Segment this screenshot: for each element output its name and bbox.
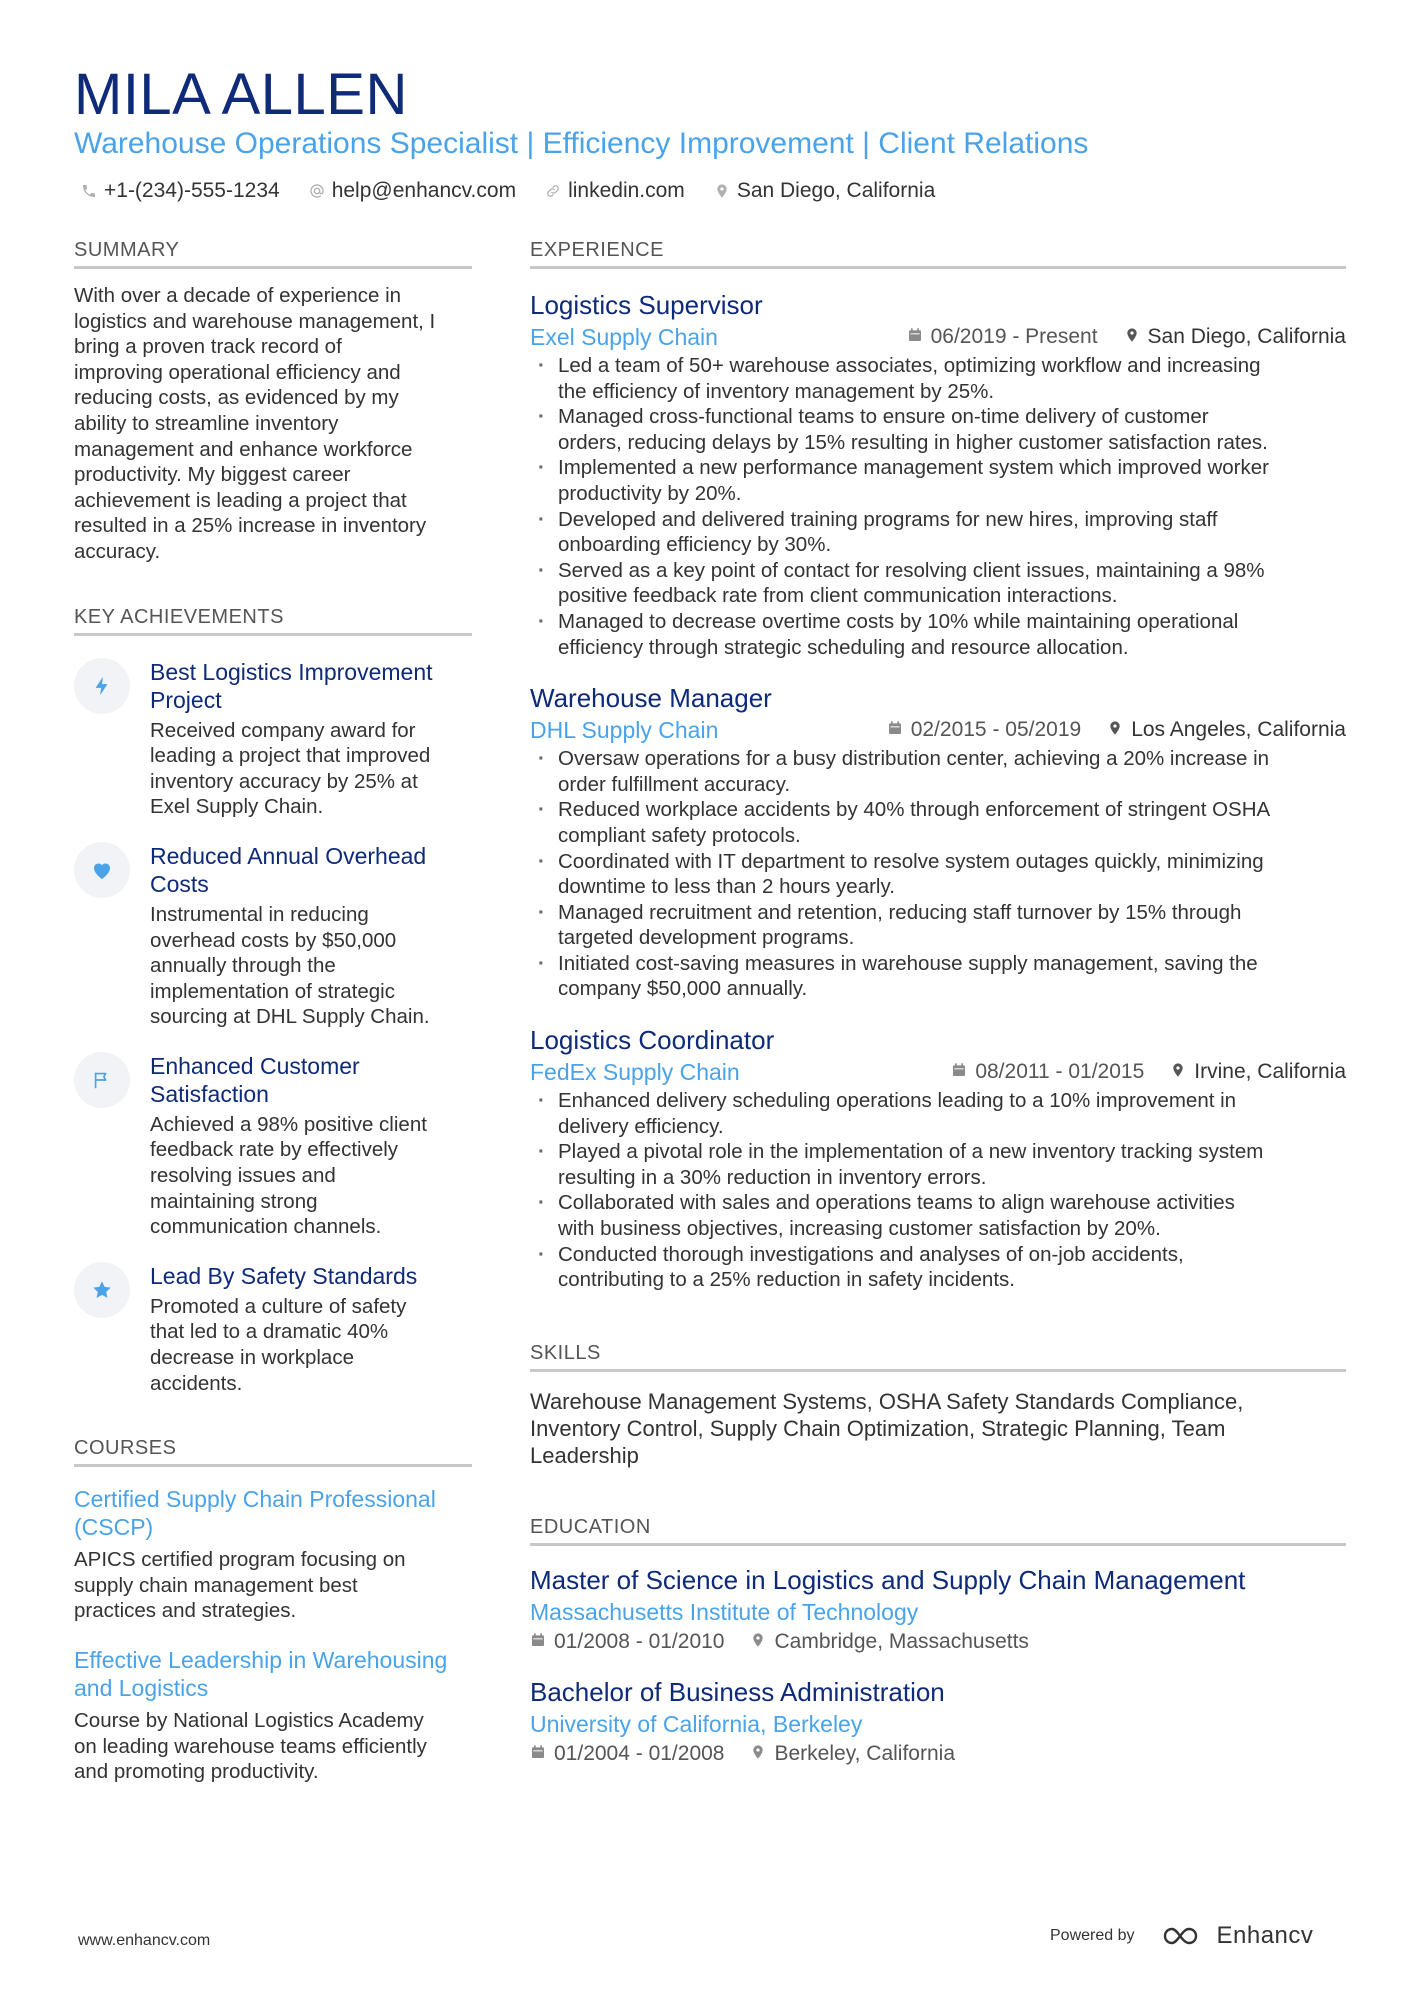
contact-phone[interactable] bbox=[80, 178, 280, 204]
courses-heading: COURSES bbox=[74, 1436, 472, 1467]
education-school: University of California, Berkeley bbox=[530, 1710, 863, 1737]
summary-line: productivity. My biggest career bbox=[74, 463, 351, 487]
enhancv-logo[interactable] bbox=[1161, 1922, 1314, 1950]
education-degree: Master of Science in Logistics and Supply Chain Management bbox=[530, 1564, 1246, 1595]
phone-icon bbox=[80, 182, 98, 200]
bullet-item: · Coordinated with IT department to resolve system outages quickly, minimizing downtime to less than 2 hours yearly. bbox=[530, 849, 1346, 900]
job-dates-text: 06/2019 - Present bbox=[930, 325, 1098, 348]
achievement-title-line: Costs bbox=[150, 870, 209, 897]
job-bullets bbox=[530, 353, 1346, 660]
achievement-description bbox=[150, 1112, 472, 1240]
achievement-desc-line: inventory accuracy by 25% at bbox=[150, 769, 418, 793]
flag-icon bbox=[74, 1052, 130, 1108]
link-icon bbox=[544, 182, 562, 200]
skills-list bbox=[530, 1388, 1346, 1469]
summary-line: accuracy. bbox=[74, 539, 161, 563]
achievement-title bbox=[150, 658, 472, 714]
bullet-item: · Served as a key point of contact for resolving client issues, maintaining a 98% positive feedback rate from client communication interactions. bbox=[530, 558, 1346, 609]
powered-by-text: Powered by bbox=[1050, 1927, 1135, 1944]
course-description bbox=[74, 1708, 472, 1785]
job-company: DHL Supply Chain bbox=[530, 717, 719, 744]
contact-bar bbox=[80, 178, 935, 204]
linkedin-text: linkedin.com bbox=[568, 179, 685, 202]
job-company: Exel Supply Chain bbox=[530, 324, 718, 350]
bullet-item: · Collaborated with sales and operations teams to align warehouse activities with business objectives, increasing customer satisfaction by 20%. bbox=[530, 1190, 1346, 1241]
achievement-desc-line: Promoted a culture of safety bbox=[150, 1294, 407, 1318]
summary-line: ability to streamline inventory bbox=[74, 411, 339, 435]
course-item bbox=[74, 1485, 472, 1624]
achievement-item bbox=[74, 842, 472, 1030]
bullet-item: · Enhanced delivery scheduling operations leading to a 10% improvement in delivery efficiency. bbox=[530, 1088, 1346, 1139]
achievement-desc-line: feedback rate by effectively bbox=[150, 1138, 399, 1162]
contact-linkedin[interactable] bbox=[544, 178, 685, 204]
achievement-desc-line: annually through the bbox=[150, 954, 336, 978]
education-location bbox=[750, 1630, 1028, 1654]
education-dates-text: 01/2004 - 01/2008 bbox=[554, 1741, 725, 1765]
achievements-section bbox=[74, 605, 472, 1397]
education-item bbox=[530, 1676, 1346, 1766]
achievement-desc-line: overhead costs by $50,000 bbox=[150, 928, 397, 952]
course-item bbox=[74, 1646, 472, 1785]
job-title: Warehouse Manager bbox=[530, 683, 772, 714]
contact-location bbox=[713, 178, 935, 204]
infinity-logo-icon bbox=[1161, 1924, 1207, 1948]
job-dates bbox=[951, 1060, 1144, 1084]
job-location bbox=[1170, 1060, 1346, 1084]
education-location-text: Berkeley, California bbox=[774, 1741, 956, 1765]
course-title-line: Certified Supply Chain Professional bbox=[74, 1486, 436, 1513]
footer-website[interactable]: www.enhancv.com bbox=[78, 1932, 211, 1949]
achievement-desc-line: Received company award for bbox=[150, 718, 416, 742]
job-bullets bbox=[530, 1088, 1346, 1293]
education-school: Massachusetts Institute of Technology bbox=[530, 1598, 919, 1625]
job-bullets bbox=[530, 746, 1346, 1002]
map-pin-icon bbox=[1170, 1060, 1186, 1084]
achievement-desc-line: Achieved a 98% positive client bbox=[150, 1112, 427, 1136]
left-column bbox=[74, 238, 472, 1785]
achievement-description bbox=[150, 1294, 472, 1396]
achievement-desc-line: resolving issues and bbox=[150, 1164, 336, 1188]
achievement-desc-line: Instrumental in reducing bbox=[150, 902, 369, 926]
at-icon bbox=[308, 182, 326, 200]
summary-line: resulted in a 25% increase in inventory bbox=[74, 514, 427, 538]
summary-line: management and enhance workforce bbox=[74, 437, 413, 461]
achievement-desc-line: sourcing at DHL Supply Chain. bbox=[150, 1005, 430, 1029]
job-location bbox=[1107, 718, 1346, 742]
footer-branding bbox=[1050, 1922, 1313, 1950]
job-dates-text: 02/2015 - 05/2019 bbox=[910, 718, 1082, 742]
candidate-headline: Warehouse Operations Specialist | Efficiency Improvement | Client Relations bbox=[74, 127, 1089, 160]
skills-line: Inventory Control, Supply Chain Optimization, Strategic Planning, Team bbox=[530, 1415, 1226, 1441]
bullet-item: · Initiated cost-saving measures in warehouse supply management, saving the company $50,000 annually. bbox=[530, 951, 1346, 1002]
calendar-icon bbox=[530, 1742, 546, 1766]
heart-icon bbox=[74, 842, 130, 898]
phone-text: +1-(234)-555-1234 bbox=[104, 179, 280, 202]
education-heading: EDUCATION bbox=[530, 1515, 1346, 1546]
job-title: Logistics Coordinator bbox=[530, 1025, 775, 1056]
achievements-heading: KEY ACHIEVEMENTS bbox=[74, 605, 472, 636]
achievement-item bbox=[74, 1262, 472, 1396]
summary-line: bring a proven track record of bbox=[74, 335, 342, 359]
education-section bbox=[530, 1515, 1346, 1766]
achievement-description bbox=[150, 902, 472, 1030]
achievement-title bbox=[150, 1262, 472, 1290]
bullet-item: · Developed and delivered training programs for new hires, improving staff onboarding efficiency by 30%. bbox=[530, 507, 1346, 558]
achievement-desc-line: Exel Supply Chain. bbox=[150, 795, 324, 819]
achievement-desc-line: maintaining strong bbox=[150, 1189, 318, 1213]
job-dates bbox=[907, 325, 1098, 349]
education-item bbox=[530, 1564, 1346, 1654]
course-desc-line: APICS certified program focusing on bbox=[74, 1548, 406, 1572]
course-title-line: Effective Leadership in Warehousing bbox=[74, 1647, 448, 1673]
summary-line: reducing costs, as evidenced by my bbox=[74, 386, 399, 410]
calendar-icon bbox=[907, 325, 923, 349]
education-dates bbox=[530, 1630, 724, 1654]
summary-line: logistics and warehouse management, I bbox=[74, 309, 436, 333]
brand-name: Enhancv bbox=[1216, 1922, 1314, 1949]
bullet-item: · Managed recruitment and retention, reducing staff turnover by 15% through targeted development programs. bbox=[530, 900, 1346, 951]
job-location bbox=[1124, 325, 1346, 349]
map-pin-icon bbox=[1107, 718, 1123, 742]
achievement-title-line: Project bbox=[150, 686, 222, 713]
skills-section bbox=[530, 1341, 1346, 1469]
experience-heading: EXPERIENCE bbox=[530, 238, 1346, 269]
summary-section bbox=[74, 238, 472, 565]
course-description bbox=[74, 1547, 472, 1624]
summary-line: achievement is leading a project that bbox=[74, 488, 407, 512]
achievement-title-line: Reduced Annual Overhead bbox=[150, 842, 427, 869]
experience-section bbox=[530, 238, 1346, 1293]
achievement-desc-line: decrease in workplace bbox=[150, 1346, 354, 1370]
course-desc-line: and promoting productivity. bbox=[74, 1760, 319, 1784]
bullet-item: · Led a team of 50+ warehouse associates, optimizing workflow and increasing the efficiency of inventory management by 25%. bbox=[530, 353, 1346, 404]
job-location-text: San Diego, California bbox=[1147, 325, 1346, 348]
job-location-text: Los Angeles, California bbox=[1131, 718, 1346, 742]
course-title bbox=[74, 1485, 472, 1541]
calendar-icon bbox=[530, 1630, 546, 1654]
contact-email[interactable] bbox=[308, 178, 516, 204]
job-company: FedEx Supply Chain bbox=[530, 1059, 740, 1086]
skills-line: Leadership bbox=[530, 1442, 639, 1468]
achievement-desc-line: accidents. bbox=[150, 1371, 243, 1395]
course-desc-line: supply chain management best bbox=[74, 1573, 358, 1597]
skills-line: Warehouse Management Systems, OSHA Safety Standards Compliance, bbox=[530, 1388, 1244, 1414]
email-text: help@enhancv.com bbox=[331, 179, 517, 202]
bolt-icon bbox=[74, 658, 130, 714]
skills-heading: SKILLS bbox=[530, 1341, 1346, 1372]
summary-text bbox=[74, 283, 472, 565]
education-degree: Bachelor of Business Administration bbox=[530, 1676, 945, 1707]
summary-line: With over a decade of experience in bbox=[74, 284, 402, 307]
course-desc-line: practices and strategies. bbox=[74, 1599, 297, 1623]
job-entry bbox=[530, 289, 1346, 660]
bullet-item: · Managed cross-functional teams to ensure on-time delivery of customer orders, reducing delays by 15% resulting in higher customer satisfaction rates. bbox=[530, 404, 1346, 455]
map-pin-icon bbox=[713, 182, 731, 200]
achievement-item bbox=[74, 1052, 472, 1240]
achievement-title-line: Best Logistics Improvement bbox=[150, 658, 433, 685]
map-pin-icon bbox=[1124, 325, 1140, 349]
achievement-item bbox=[74, 658, 472, 820]
star-icon bbox=[74, 1262, 130, 1318]
education-location bbox=[750, 1742, 955, 1766]
course-desc-line: Course by National Logistics Academy bbox=[74, 1709, 424, 1732]
education-dates-text: 01/2008 - 01/2010 bbox=[554, 1629, 725, 1653]
bullet-item: · Reduced workplace accidents by 40% through enforcement of stringent OSHA compliant safety protocols. bbox=[530, 797, 1346, 848]
job-dates bbox=[887, 718, 1081, 742]
achievement-desc-line: communication channels. bbox=[150, 1215, 382, 1239]
map-pin-icon bbox=[750, 1742, 766, 1766]
job-dates-text: 08/2011 - 01/2015 bbox=[975, 1060, 1145, 1084]
education-location-text: Cambridge, Massachusetts bbox=[774, 1629, 1029, 1653]
achievement-title-line: Enhanced Customer bbox=[150, 1052, 360, 1079]
map-pin-icon bbox=[750, 1630, 766, 1654]
course-title-line: and Logistics bbox=[74, 1675, 209, 1701]
bullet-item: · Managed to decrease overtime costs by 10% while maintaining operational efficiency through strategic scheduling and resource allocation. bbox=[530, 609, 1346, 660]
achievement-desc-line: implementation of strategic bbox=[150, 979, 395, 1003]
location-text: San Diego, California bbox=[736, 179, 936, 202]
job-location-text: Irvine, California bbox=[1194, 1060, 1346, 1084]
job-title: Logistics Supervisor bbox=[530, 290, 763, 320]
candidate-name: MILA ALLEN bbox=[74, 62, 408, 127]
achievement-title bbox=[150, 1052, 472, 1108]
achievement-title-line: Lead By Safety Standards bbox=[150, 1262, 418, 1289]
course-title bbox=[74, 1646, 472, 1702]
achievement-title-line: Satisfaction bbox=[150, 1080, 269, 1107]
calendar-icon bbox=[887, 718, 903, 742]
job-entry bbox=[530, 1024, 1346, 1293]
calendar-icon bbox=[951, 1060, 967, 1084]
achievement-desc-line: that led to a dramatic 40% bbox=[150, 1320, 389, 1344]
bullet-item: · Implemented a new performance management system which improved worker productivity by 20%. bbox=[530, 455, 1346, 506]
bullet-item: · Oversaw operations for a busy distribution center, achieving a 20% increase in order fulfillment accuracy. bbox=[530, 746, 1346, 797]
courses-section bbox=[74, 1436, 472, 1785]
bullet-item: · Played a pivotal role in the implementation of a new inventory tracking system resulting in a 30% reduction in inventory errors. bbox=[530, 1139, 1346, 1190]
education-dates bbox=[530, 1742, 724, 1766]
achievement-description bbox=[150, 718, 472, 820]
course-desc-line: on leading warehouse teams efficiently bbox=[74, 1734, 427, 1758]
achievement-desc-line: leading a project that improved bbox=[150, 744, 431, 768]
course-title-line: (CSCP) bbox=[74, 1514, 154, 1541]
summary-heading: SUMMARY bbox=[74, 238, 472, 269]
bullet-item: · Conducted thorough investigations and analyses of on-job accidents, contributing to a 25% reduction in safety incidents. bbox=[530, 1242, 1346, 1293]
summary-line: improving operational efficiency and bbox=[74, 360, 401, 384]
job-entry bbox=[530, 682, 1346, 1002]
right-column bbox=[530, 238, 1346, 1766]
achievement-title bbox=[150, 842, 472, 898]
